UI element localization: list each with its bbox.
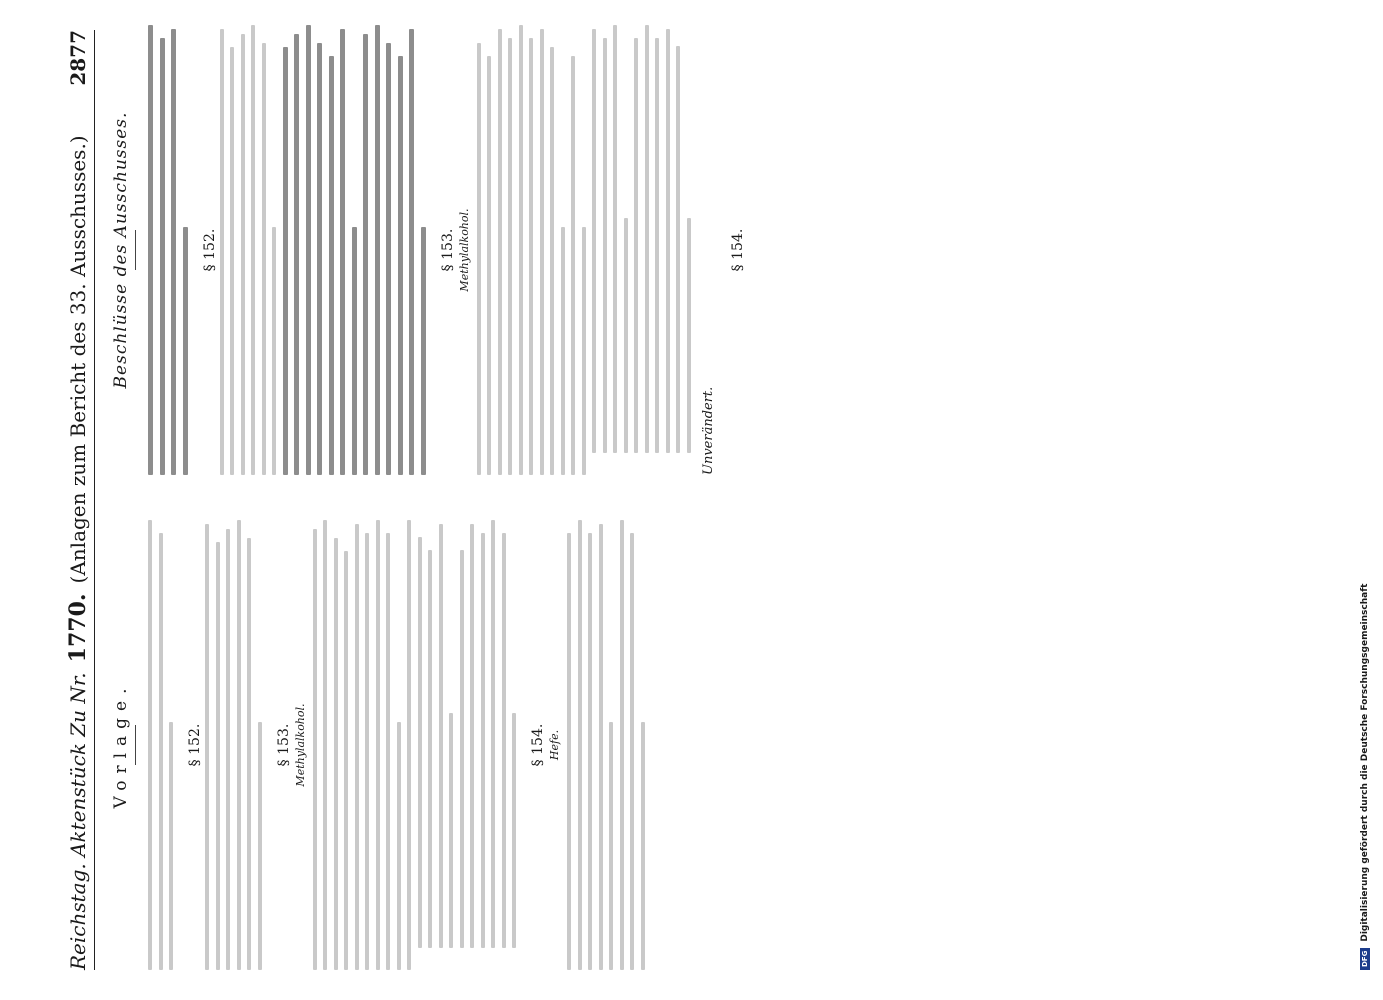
text-line-placeholder	[655, 38, 659, 453]
left-column-vorlage	[105, 520, 651, 970]
text-line-placeholder	[588, 534, 592, 971]
text-line-placeholder	[237, 520, 241, 970]
text-line-placeholder	[645, 25, 649, 453]
text-line-placeholder	[512, 713, 516, 948]
text-line-placeholder	[609, 723, 613, 971]
text-line-placeholder	[428, 550, 432, 948]
text-line-placeholder	[159, 534, 163, 971]
text-line-placeholder	[439, 524, 443, 948]
paragraph	[407, 520, 411, 970]
text-line-placeholder	[641, 723, 645, 971]
text-line-placeholder	[262, 43, 266, 475]
section-subheading: Methylalkohol.	[293, 703, 307, 787]
text-line-placeholder	[561, 228, 565, 476]
text-line-placeholder	[481, 533, 485, 948]
section-number: § 152.	[201, 228, 218, 272]
bold-paragraph	[148, 25, 188, 475]
section-number: § 153.	[439, 228, 456, 272]
text-line-placeholder	[294, 34, 299, 475]
text-line-placeholder	[620, 520, 624, 970]
bold-paragraph	[363, 25, 426, 475]
heading-separator	[135, 230, 136, 270]
text-line-placeholder	[283, 48, 288, 476]
header-rule	[94, 30, 95, 970]
page-footer	[1360, 30, 1370, 970]
text-line-placeholder	[460, 550, 464, 948]
text-line-placeholder	[599, 525, 603, 971]
text-line-placeholder	[540, 30, 544, 476]
list-item	[418, 520, 454, 948]
text-line-placeholder	[375, 25, 380, 475]
paragraph	[220, 25, 277, 475]
text-line-placeholder	[582, 228, 586, 476]
page-number: 2877	[66, 30, 90, 86]
page-header	[65, 30, 91, 970]
text-line-placeholder	[334, 538, 338, 970]
text-line-placeholder	[306, 25, 311, 475]
text-line-placeholder	[148, 25, 153, 475]
bold-paragraph	[283, 25, 357, 475]
text-line-placeholder	[508, 39, 512, 476]
footer-text: Digitalisierung gefördert durch die Deutsche Forschungsgemeinschaft	[1360, 583, 1370, 942]
text-line-placeholder	[355, 525, 359, 971]
text-line-placeholder	[386, 43, 391, 475]
header-subtitle: (Anlagen zum Bericht des 33. Ausschusses.)	[66, 135, 90, 584]
text-line-placeholder	[418, 537, 422, 948]
paragraph	[148, 520, 173, 970]
text-line-placeholder	[603, 38, 607, 453]
text-line-placeholder	[258, 723, 262, 971]
paragraph	[313, 520, 401, 970]
text-line-placeholder	[230, 48, 234, 476]
text-line-placeholder	[340, 30, 345, 476]
text-line-placeholder	[241, 34, 245, 475]
list-item	[460, 520, 517, 948]
text-line-placeholder	[365, 534, 369, 971]
text-line-placeholder	[220, 30, 224, 476]
unchanged-note: Unverändert.	[700, 386, 716, 475]
text-line-placeholder	[613, 25, 617, 453]
column-heading: Beschlüsse des Ausschusses.	[111, 111, 131, 389]
text-line-placeholder	[205, 525, 209, 971]
text-line-placeholder	[251, 25, 255, 475]
text-line-placeholder	[272, 228, 276, 476]
text-line-placeholder	[578, 520, 582, 970]
paragraph	[477, 25, 565, 475]
list-item	[592, 25, 628, 453]
section-number: § 154.	[530, 723, 546, 767]
heading-separator	[135, 725, 136, 765]
text-line-placeholder	[407, 520, 411, 970]
list-item	[634, 25, 691, 453]
text-line-placeholder	[397, 723, 401, 971]
text-line-placeholder	[470, 524, 474, 948]
text-line-placeholder	[630, 534, 634, 971]
text-line-placeholder	[624, 218, 628, 453]
text-line-placeholder	[491, 520, 495, 948]
text-line-placeholder	[592, 29, 596, 453]
text-line-placeholder	[376, 520, 380, 970]
text-line-placeholder	[363, 34, 368, 475]
text-line-placeholder	[477, 43, 481, 475]
text-line-placeholder	[226, 529, 230, 970]
section-number: § 152.	[187, 723, 203, 767]
text-line-placeholder	[386, 534, 390, 971]
text-line-placeholder	[449, 713, 453, 948]
column-body	[148, 520, 645, 970]
header-title: Reichstag. Aktenstück Zu Nr.	[66, 672, 90, 970]
section-number: § 153.	[275, 723, 292, 767]
text-line-placeholder	[498, 30, 502, 476]
text-line-placeholder	[313, 529, 317, 970]
text-line-placeholder	[317, 43, 322, 475]
text-line-placeholder	[148, 520, 152, 970]
text-line-placeholder	[323, 520, 327, 970]
paragraph	[205, 520, 262, 970]
section-number: § 154.	[729, 228, 746, 272]
text-line-placeholder	[216, 543, 220, 971]
section-subheading: Hefe.	[548, 729, 561, 761]
text-line-placeholder	[550, 48, 554, 476]
text-line-placeholder	[529, 39, 533, 476]
text-line-placeholder	[329, 57, 334, 476]
text-line-placeholder	[502, 533, 506, 948]
text-line-placeholder	[666, 29, 670, 453]
header-number: 1770.	[65, 593, 91, 663]
section-subheading: Methylalkohol.	[457, 208, 471, 292]
text-line-placeholder	[687, 218, 691, 453]
text-line-placeholder	[169, 723, 173, 971]
column-heading: Vorlage.	[111, 681, 131, 809]
text-line-placeholder	[567, 534, 571, 971]
text-line-placeholder	[171, 30, 176, 476]
column-body	[148, 25, 746, 475]
text-line-placeholder	[571, 57, 575, 476]
text-line-placeholder	[352, 228, 357, 476]
paragraph	[620, 520, 645, 970]
text-line-placeholder	[160, 39, 165, 476]
text-line-placeholder	[344, 552, 348, 971]
text-line-placeholder	[676, 46, 680, 453]
dfg-logo: DFG	[1360, 948, 1370, 970]
text-line-placeholder	[409, 30, 414, 476]
paragraph	[571, 25, 586, 475]
text-line-placeholder	[634, 38, 638, 453]
paragraph	[567, 520, 613, 970]
text-line-placeholder	[487, 57, 491, 476]
text-line-placeholder	[519, 25, 523, 475]
right-column-beschluesse	[105, 25, 748, 475]
text-line-placeholder	[421, 228, 426, 476]
text-line-placeholder	[183, 228, 188, 476]
text-line-placeholder	[247, 538, 251, 970]
text-line-placeholder	[398, 57, 403, 476]
